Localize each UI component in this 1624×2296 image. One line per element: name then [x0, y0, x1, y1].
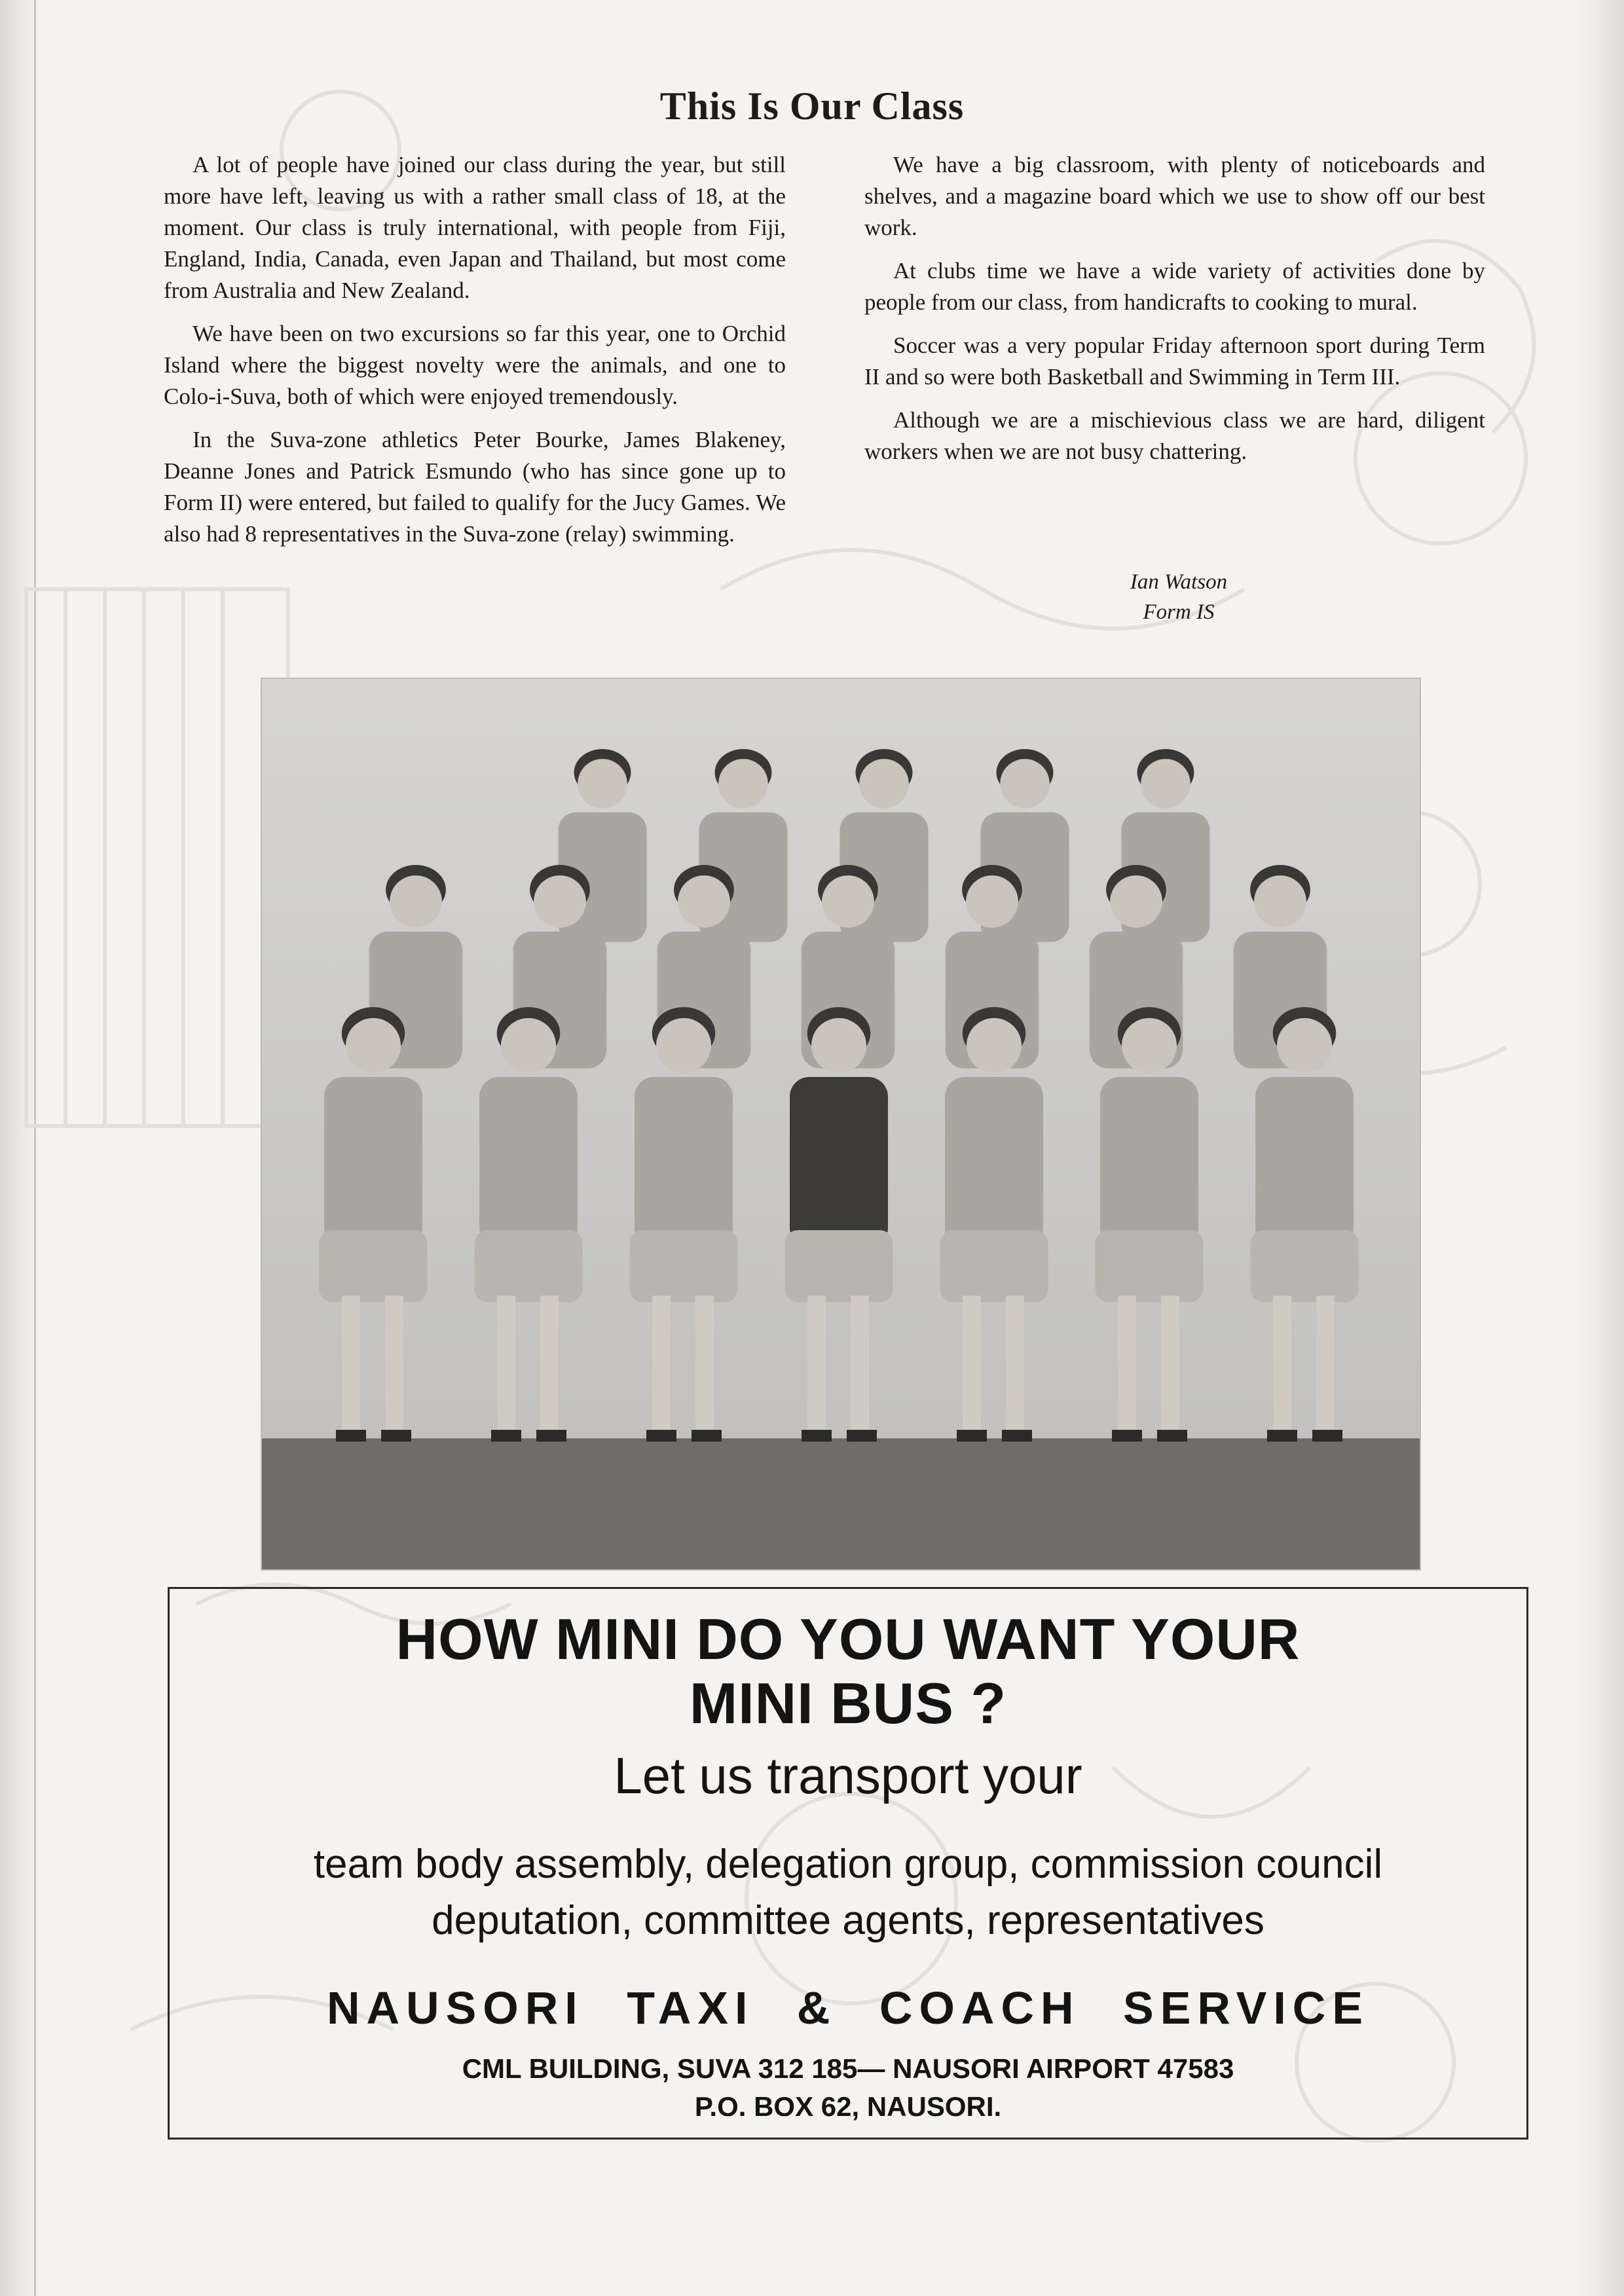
ad-list-line: team body assembly, delegation group, commission council [313, 1842, 1383, 1887]
paragraph: Soccer was a very popular Friday afternoon sport during Term II and so were both Basketball and Swimming in Term III. [864, 333, 1485, 390]
paragraph: At clubs time we have a wide variety of activities done by people from our class, from handicrafts to cooking to mural. [864, 258, 1485, 315]
ad-address-line: CML BUILDING, SUVA 312 185— NAUSORI AIRPORT 47583 [462, 2053, 1234, 2084]
ad-list-line: deputation, committee agents, representatives [432, 1898, 1264, 1943]
paragraph: We have a big classroom, with plenty of noticeboards and shelves, and a magazine board which we use to show off our best work. [864, 152, 1485, 240]
article-title: This Is Our Class [659, 84, 965, 128]
ad-headline-line: HOW MINI DO YOU WANT YOUR [396, 1607, 1301, 1671]
paragraph: We have been on two excursions so far this year, one to Orchid Island where the biggest novelty were the animals, and one to Colo-i-Suva, both of which were enjoyed tremendously. [164, 321, 786, 409]
paragraph: A lot of people have joined our class during the year, but still more have left, leaving us with a rather small class of 18, at the moment. Our class is truly international, with people from Fiji, England, India, Canada, even Japan and Thailand, but most come from Australia and New Zealand. [164, 152, 786, 303]
article-left-column [164, 149, 786, 562]
ad-subheadline: Let us transport your [614, 1747, 1082, 1804]
ad-group-list [170, 1836, 1526, 1949]
author-name: Ian Watson [1130, 570, 1228, 594]
ad-company-name: NAUSORI TAXI & COACH SERVICE [326, 1982, 1370, 2033]
ad-address-line: P.O. BOX 62, NAUSORI. [694, 2091, 1002, 2122]
article-right-column [864, 149, 1485, 479]
class-photo [261, 678, 1421, 1571]
advertisement [168, 1587, 1528, 2140]
ad-headline [170, 1607, 1526, 1736]
ad-address [170, 2050, 1526, 2126]
byline [995, 567, 1362, 627]
paragraph: Although we are a mischievious class we are hard, diligent workers when we are not busy chattering. [864, 407, 1485, 464]
author-form: Form IS [1143, 600, 1215, 624]
paragraph: In the Suva-zone athletics Peter Bourke, James Blakeney, Deanne Jones and Patrick Esmundo (who has since gone up to Form II) were entered, but failed to qualify for the Jucy Games. We also had 8 representatives in the Suva-zone (relay) swimming. [164, 427, 786, 547]
class-photo-illustration [262, 679, 1420, 1569]
ad-headline-line: MINI BUS ? [689, 1671, 1007, 1736]
